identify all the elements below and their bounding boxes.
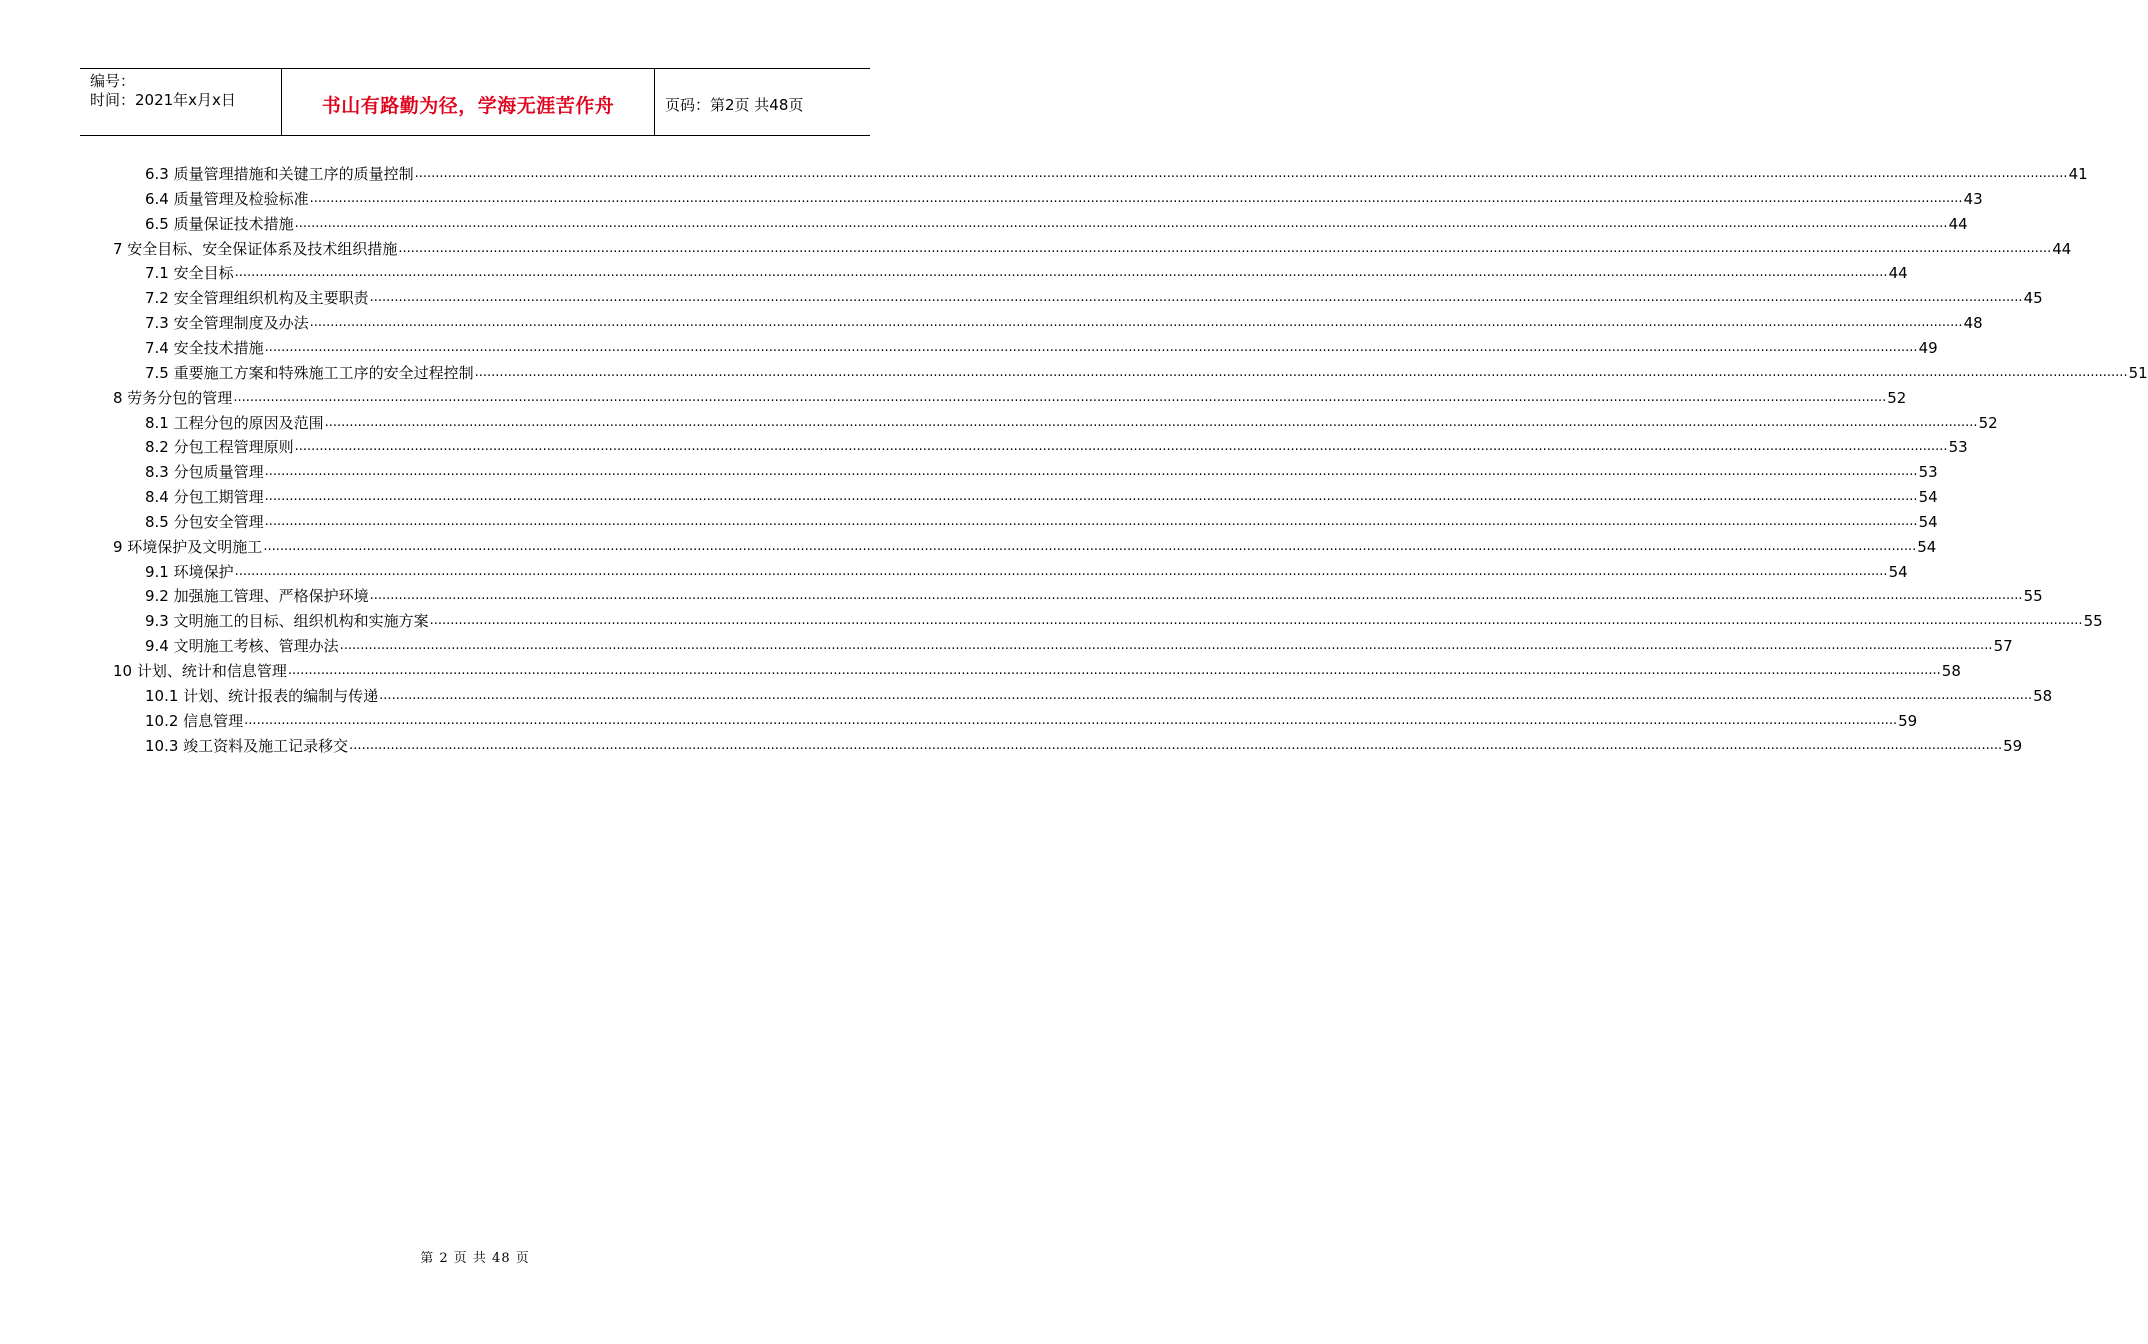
toc-dot-leader: ................................................................................................................................................................................................................................................................................................................................................................................................................ — [294, 439, 1948, 455]
toc-entry-title: 8.3 分包质量管理 — [145, 463, 264, 482]
toc-entry[interactable] — [145, 308, 1983, 333]
toc-entry[interactable] — [145, 457, 1938, 482]
toc-entry-title: 8.1 工程分包的原因及范围 — [145, 413, 324, 432]
toc-entry-page: 52 — [1978, 413, 1998, 432]
toc-entry-page: 53 — [1918, 463, 1938, 482]
toc-entry-title: 7.1 安全目标 — [145, 264, 234, 283]
toc-entry-page: 43 — [1963, 189, 1983, 208]
toc-dot-leader: ................................................................................................................................................................................................................................................................................................................................................................................................................ — [474, 364, 2128, 380]
toc-entry-title: 10.2 信息管理 — [145, 711, 244, 730]
toc-entry[interactable] — [145, 258, 1908, 283]
document-date: 时间：2021年x月x日 — [90, 91, 236, 109]
toc-dot-leader: ................................................................................................................................................................................................................................................................................................................................................................................................................ — [234, 265, 1888, 281]
toc-entry-page: 55 — [2023, 587, 2043, 606]
page-footer: 第 2 页 共 48 页 — [420, 1251, 530, 1266]
toc-entry[interactable] — [145, 557, 1908, 581]
toc-entry-page: 41 — [2068, 165, 2088, 183]
header-meta-cell — [80, 69, 282, 135]
toc-entry[interactable] — [113, 383, 1907, 407]
toc-entry[interactable] — [145, 631, 2013, 656]
toc-entry-page: 44 — [1888, 264, 1908, 283]
toc-entry[interactable] — [145, 184, 1983, 208]
toc-dot-leader: ................................................................................................................................................................................................................................................................................................................................................................................................................ — [264, 513, 1918, 529]
toc-entry-page: 51 — [2128, 363, 2148, 382]
toc-entry-page: 48 — [1963, 314, 1983, 333]
toc-dot-leader: ................................................................................................................................................................................................................................................................................................................................................................................................................ — [369, 290, 2023, 306]
toc-entry[interactable] — [145, 432, 1968, 457]
toc-entry[interactable] — [145, 333, 1938, 357]
toc-entry-title: 7.3 安全管理制度及办法 — [145, 314, 309, 333]
toc-dot-leader: ................................................................................................................................................................................................................................................................................................................................................................................................................ — [264, 464, 1918, 480]
header-page-cell — [655, 69, 870, 135]
toc-entry[interactable] — [113, 656, 1961, 680]
toc-entry-page: 54 — [1918, 488, 1938, 507]
toc-entry-title: 8.4 分包工期管理 — [145, 488, 264, 507]
toc-entry-title: 8.5 分包安全管理 — [145, 512, 264, 531]
toc-dot-leader: ................................................................................................................................................................................................................................................................................................................................................................................................................ — [398, 240, 2052, 256]
document-number-label: 编号： — [90, 72, 136, 90]
toc-entry[interactable] — [145, 283, 2043, 308]
toc-entry[interactable] — [145, 681, 2053, 705]
toc-entry-title: 9 环境保护及文明施工 — [113, 537, 263, 556]
toc-dot-leader: ................................................................................................................................................................................................................................................................................................................................................................................................................ — [264, 489, 1918, 505]
toc-entry-title: 7.4 安全技术措施 — [145, 338, 264, 357]
toc-entry-title: 10.3 竣工资料及施工记录移交 — [145, 736, 349, 755]
toc-dot-leader: ................................................................................................................................................................................................................................................................................................................................................................................................................ — [294, 215, 1948, 231]
toc-entry[interactable] — [145, 209, 1968, 233]
toc-dot-leader: ................................................................................................................................................................................................................................................................................................................................................................................................................ — [379, 687, 2033, 703]
toc-entry-page: 58 — [2033, 686, 2053, 705]
toc-entry-page: 59 — [1898, 711, 1918, 730]
toc-dot-leader: ................................................................................................................................................................................................................................................................................................................................................................................................................ — [429, 613, 2083, 629]
toc-entry-page: 54 — [1918, 512, 1938, 531]
toc-dot-leader: ................................................................................................................................................................................................................................................................................................................................................................................................................ — [324, 414, 1978, 430]
toc-entry-page: 54 — [1888, 562, 1908, 581]
toc-dot-leader: ................................................................................................................................................................................................................................................................................................................................................................................................................ — [414, 166, 2068, 181]
toc-entry-title: 10 计划、统计和信息管理 — [113, 662, 287, 680]
toc-entry-page: 53 — [1948, 438, 1968, 457]
toc-dot-leader: ................................................................................................................................................................................................................................................................................................................................................................................................................ — [234, 563, 1888, 579]
toc-entry[interactable] — [145, 706, 1918, 730]
toc-entry-title: 9.3 文明施工的目标、组织机构和实施方案 — [145, 612, 429, 631]
toc-entry[interactable] — [145, 358, 2148, 382]
toc-entry-title: 9.1 环境保护 — [145, 562, 234, 581]
toc-dot-leader: ................................................................................................................................................................................................................................................................................................................................................................................................................ — [349, 737, 2003, 753]
toc-entry[interactable] — [145, 731, 2023, 755]
toc-entry-title: 6.3 质量管理措施和关键工序的质量控制 — [145, 165, 414, 183]
toc-dot-leader: ................................................................................................................................................................................................................................................................................................................................................................................................................ — [309, 315, 1963, 331]
toc-entry-title: 8.2 分包工程管理原则 — [145, 438, 294, 457]
toc-dot-leader: ................................................................................................................................................................................................................................................................................................................................................................................................................ — [263, 538, 1917, 554]
toc-dot-leader: ................................................................................................................................................................................................................................................................................................................................................................................................................ — [339, 638, 1993, 654]
toc-entry-title: 7 安全目标、安全保证体系及技术组织措施 — [113, 239, 398, 258]
toc-entry[interactable] — [145, 606, 2103, 631]
header-page-info: 页码：第2页 共48页 — [665, 95, 804, 114]
page-header — [80, 68, 870, 136]
toc-entry-page: 55 — [2083, 612, 2103, 631]
toc-entry-page: 52 — [1887, 388, 1907, 407]
header-motto-cell — [282, 69, 655, 135]
toc-dot-leader: ................................................................................................................................................................................................................................................................................................................................................................................................................ — [287, 663, 1941, 678]
toc-entry-title: 9.2 加强施工管理、严格保护环境 — [145, 587, 369, 606]
toc-entry[interactable] — [145, 581, 2043, 606]
toc-entry-page: 59 — [2003, 736, 2023, 755]
toc-entry-page: 54 — [1917, 537, 1937, 556]
toc-entry[interactable] — [145, 507, 1938, 531]
toc-entry-page: 45 — [2023, 289, 2043, 308]
toc-entry[interactable] — [113, 234, 2072, 258]
toc-entry-title: 6.4 质量管理及检验标准 — [145, 189, 309, 208]
toc-dot-leader: ................................................................................................................................................................................................................................................................................................................................................................................................................ — [233, 389, 1887, 405]
toc-entry[interactable] — [145, 159, 2088, 183]
toc-dot-leader: ................................................................................................................................................................................................................................................................................................................................................................................................................ — [264, 339, 1918, 355]
toc-entry-title: 6.5 质量保证技术措施 — [145, 214, 294, 233]
toc-entry[interactable] — [145, 482, 1938, 507]
toc-dot-leader: ................................................................................................................................................................................................................................................................................................................................................................................................................ — [244, 712, 1898, 728]
toc-entry[interactable] — [113, 532, 1937, 556]
toc-entry-page: 49 — [1918, 338, 1938, 357]
toc-entry-title: 7.5 重要施工方案和特殊施工工序的安全过程控制 — [145, 363, 474, 382]
toc-entry-page: 44 — [1948, 214, 1968, 233]
toc-entry-page: 57 — [1993, 637, 2013, 656]
toc-entry-page: 44 — [2052, 239, 2072, 258]
toc-entry[interactable] — [145, 408, 1998, 432]
toc-entry-page: 58 — [1941, 662, 1961, 680]
toc-entry-title: 10.1 计划、统计报表的编制与传递 — [145, 686, 379, 705]
toc-entry-title: 7.2 安全管理组织机构及主要职责 — [145, 289, 369, 308]
toc-entry-title: 9.4 文明施工考核、管理办法 — [145, 637, 339, 656]
toc-dot-leader: ................................................................................................................................................................................................................................................................................................................................................................................................................ — [309, 190, 1963, 206]
toc-dot-leader: ................................................................................................................................................................................................................................................................................................................................................................................................................ — [369, 588, 2023, 604]
header-motto: 书山有路勤为径，学海无涯苦作舟 — [321, 94, 615, 117]
toc-entry-title: 8 劳务分包的管理 — [113, 388, 233, 407]
